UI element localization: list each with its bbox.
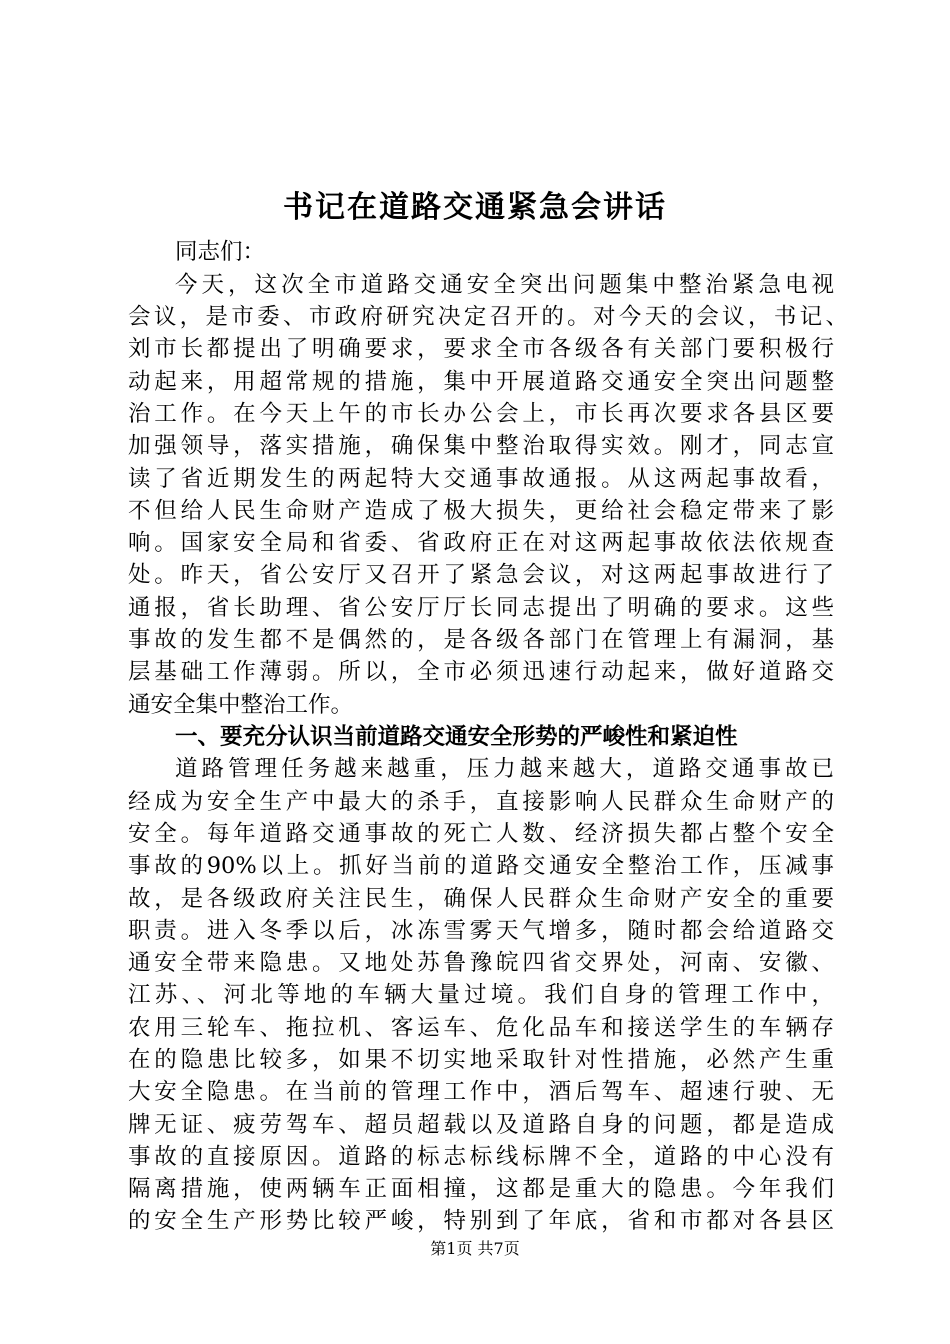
- body-line: 通报，省长助理、省公安厅厅长同志提出了明确的要求。这些: [128, 595, 834, 621]
- body-line: 加强领导，落实措施，确保集中整治取得实效。刚才，同志宣: [128, 433, 834, 459]
- section-heading: 一、要充分认识当前道路交通安全形势的严峻性和紧迫性: [175, 724, 738, 750]
- body-line: 事故的直接原因。道路的标志标线标牌不全，道路的中心没有: [128, 1144, 834, 1170]
- body-line: 职责。进入冬季以后，冰冻雪雾天气增多，随时都会给道路交: [128, 918, 834, 944]
- body-line: 事故的发生都不是偶然的，是各级各部门在管理上有漏洞，基: [128, 627, 834, 653]
- body-line: 安全。每年道路交通事故的死亡人数、经济损失都占整个安全: [128, 821, 834, 847]
- body-line: 会议，是市委、市政府研究决定召开的。对今天的会议，书记、: [128, 304, 848, 330]
- body-line: 不但给人民生命财产造成了极大损失，更给社会稳定带来了影: [128, 498, 834, 524]
- body-line: 动起来，用超常规的措施，集中开展道路交通安全突出问题整: [128, 369, 834, 395]
- body-line: 刘市长都提出了明确要求，要求全市各级各有关部门要积极行: [128, 336, 834, 362]
- body-line: 通安全集中整治工作。: [128, 692, 354, 718]
- body-line: 在的隐患比较多，如果不切实地采取针对性措施，必然产生重: [128, 1047, 834, 1073]
- body-line: 江苏、、河北等地的车辆大量过境。我们自身的管理工作中，: [128, 982, 834, 1008]
- body-line: 处。昨天，省公安厅又召开了紧急会议，对这两起事故进行了: [128, 562, 834, 588]
- body-line: 牌无证、疲劳驾车、超员超载以及道路自身的问题，都是造成: [128, 1112, 834, 1138]
- body-line: 大安全隐患。在当前的管理工作中，酒后驾车、超速行驶、无: [128, 1079, 834, 1105]
- body-line: 经成为安全生产中最大的杀手，直接影响人民群众生命财产的: [128, 789, 834, 815]
- body-line: 故，是各级政府关注民生，确保人民群众生命财产安全的重要: [128, 886, 834, 912]
- body-line: 农用三轮车、拖拉机、客运车、危化品车和接送学生的车辆存: [128, 1015, 834, 1041]
- body-line: 响。国家安全局和省委、省政府正在对这两起事故依法依规查: [128, 530, 834, 556]
- body-line: 道路管理任务越来越重，压力越来越大，道路交通事故已: [175, 756, 834, 782]
- body-line: 今天，这次全市道路交通安全突出问题集中整治紧急电视: [175, 272, 834, 298]
- salutation: 同志们：: [175, 239, 266, 265]
- document-title: 书记在道路交通紧急会讲话: [283, 190, 667, 225]
- body-line: 的安全生产形势比较严峻，特别到了年底，省和市都对各县区: [128, 1208, 834, 1234]
- body-line: 治工作。在今天上午的市长办公会上，市长再次要求各县区要: [128, 401, 834, 427]
- body-line: 隔离措施，使两辆车正面相撞，这都是重大的隐患。今年我们: [128, 1176, 834, 1202]
- body-line: 事故的90%以上。抓好当前的道路交通安全整治工作，压减事: [128, 853, 834, 879]
- body-line: 通安全带来隐患。又地处苏鲁豫皖四省交界处，河南、安徽、: [128, 950, 834, 976]
- body-line: 层基础工作薄弱。所以，全市必须迅速行动起来，做好道路交: [128, 659, 834, 685]
- body-line: 读了省近期发生的两起特大交通事故通报。从这两起事故看，: [128, 466, 834, 492]
- page-number: 第1页 共7页: [430, 1239, 520, 1258]
